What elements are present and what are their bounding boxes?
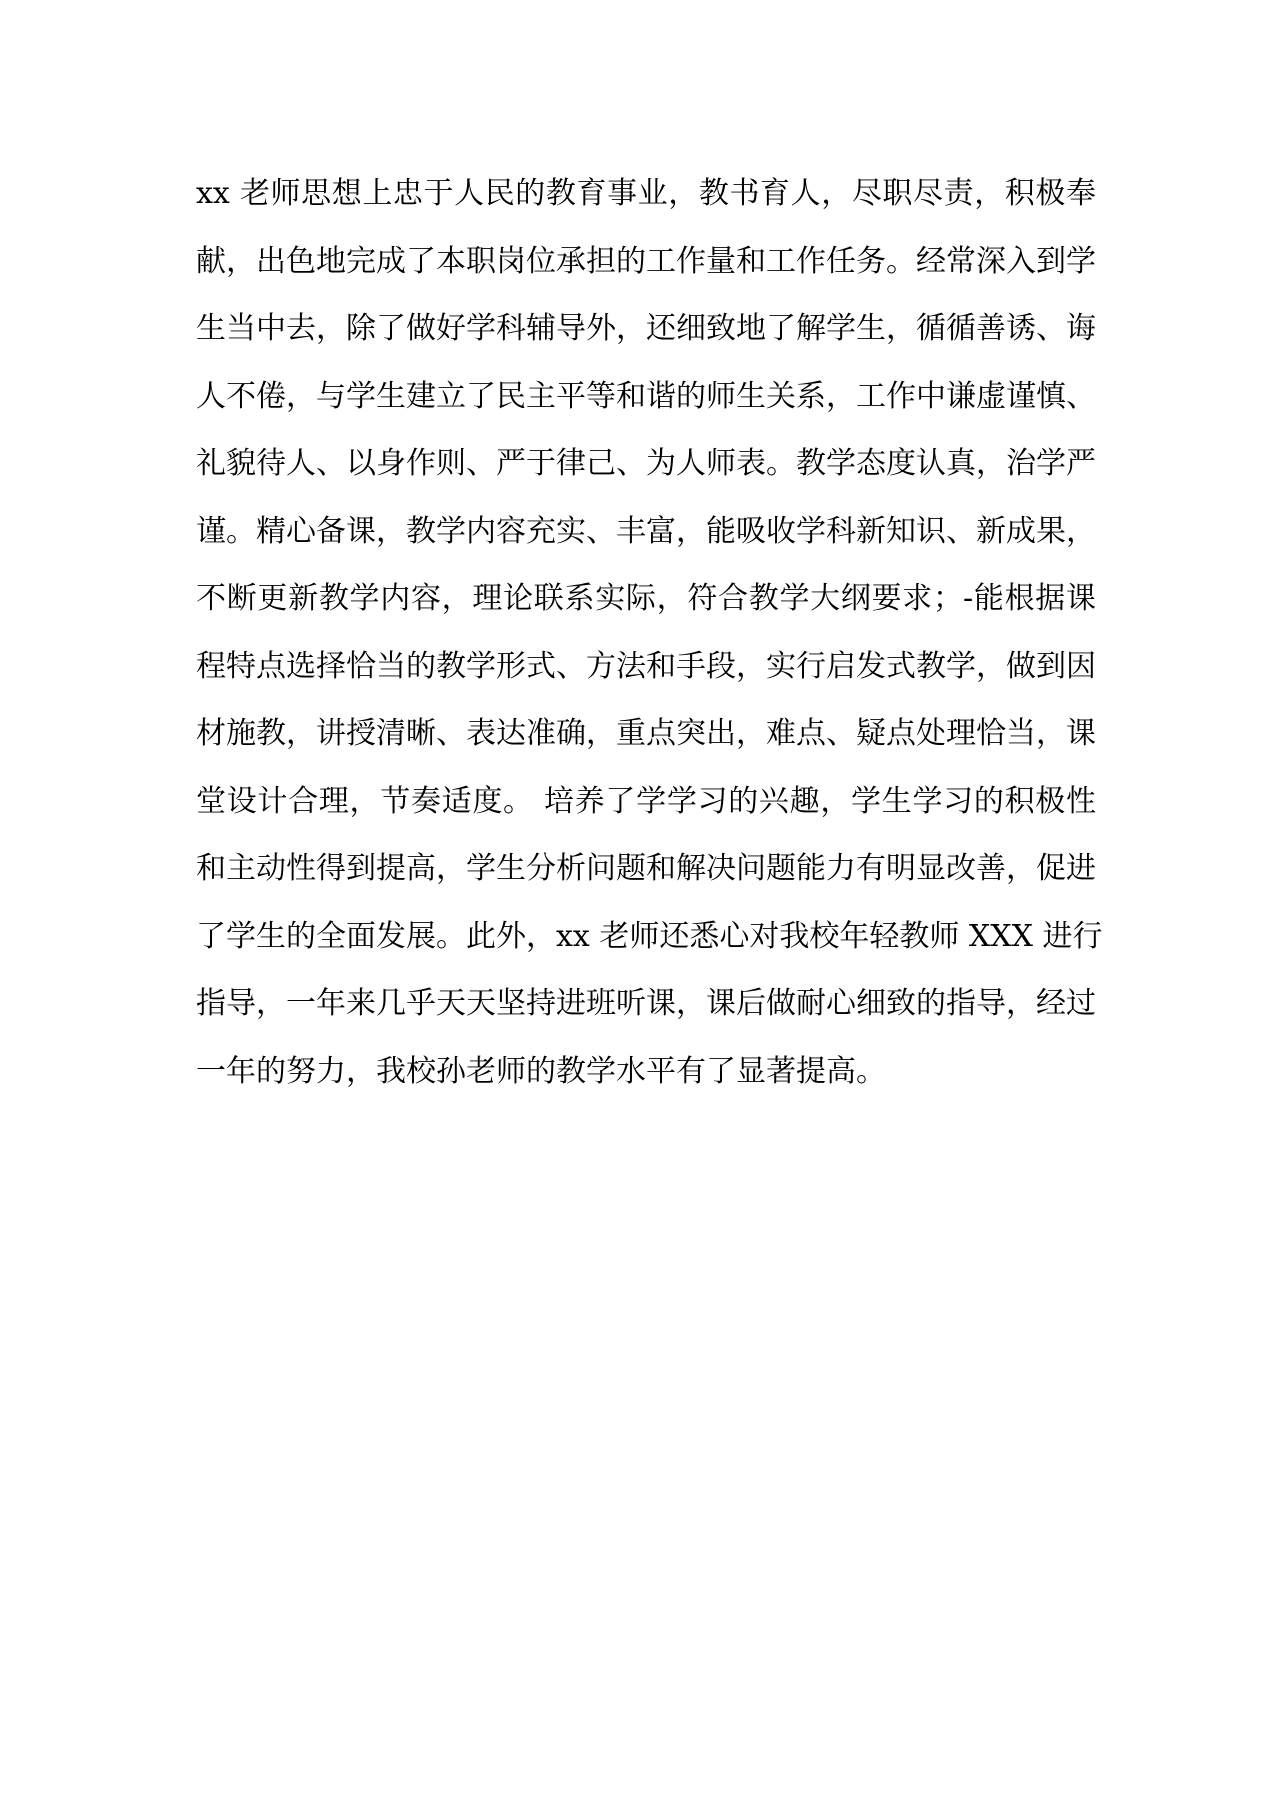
paragraph-line: 了学生的全面发展。此外，xx 老师还悉心对我校年轻教师 XXX 进行 [196,918,1103,954]
paragraph-line: 献，出色地完成了本职岗位承担的工作量和工作任务。经常深入到学 [196,243,1096,279]
paragraph-line: 材施教，讲授清晰、表达准确，重点突出，难点、疑点处理恰当，课 [196,716,1096,751]
paragraph-line: xx 老师思想上忠于人民的教育事业，教书育人，尽职尽责，积极奉 [196,176,1096,211]
paragraph-line: 人不倦，与学生建立了民主平等和谐的师生关系，工作中谦虚谨慎、 [196,378,1096,414]
paragraph-line: 指导，一年来几乎天天坚持进班听课，课后做耐心细致的指导，经过 [196,986,1096,1021]
paragraph-line: 程特点选择恰当的教学形式、方法和手段，实行启发式教学，做到因 [196,648,1096,684]
body-paragraph [196,160,1103,1105]
paragraph-line: 生当中去，除了做好学科辅导外，还细致地了解学生，循循善诱、诲 [196,311,1096,346]
paragraph-line: 礼貌待人、以身作则、严于律己、为人师表。教学态度认真，治学严 [196,446,1096,481]
paragraph-line: 谨。精心备课，教学内容充实、丰富，能吸收学科新知识、新成果， [196,513,1096,549]
paragraph-line: 堂设计合理，节奏适度。 培养了学学习的兴趣，学生学习的积极性 [196,783,1096,819]
paragraph-line: 一年的努力，我校孙老师的教学水平有了显著提高。 [196,1053,886,1089]
paragraph-line: 和主动性得到提高，学生分析问题和解决问题能力有明显改善，促进 [196,851,1096,886]
paragraph-line: 不断更新教学内容，理论联系实际，符合教学大纲要求；-能根据课 [196,581,1096,616]
